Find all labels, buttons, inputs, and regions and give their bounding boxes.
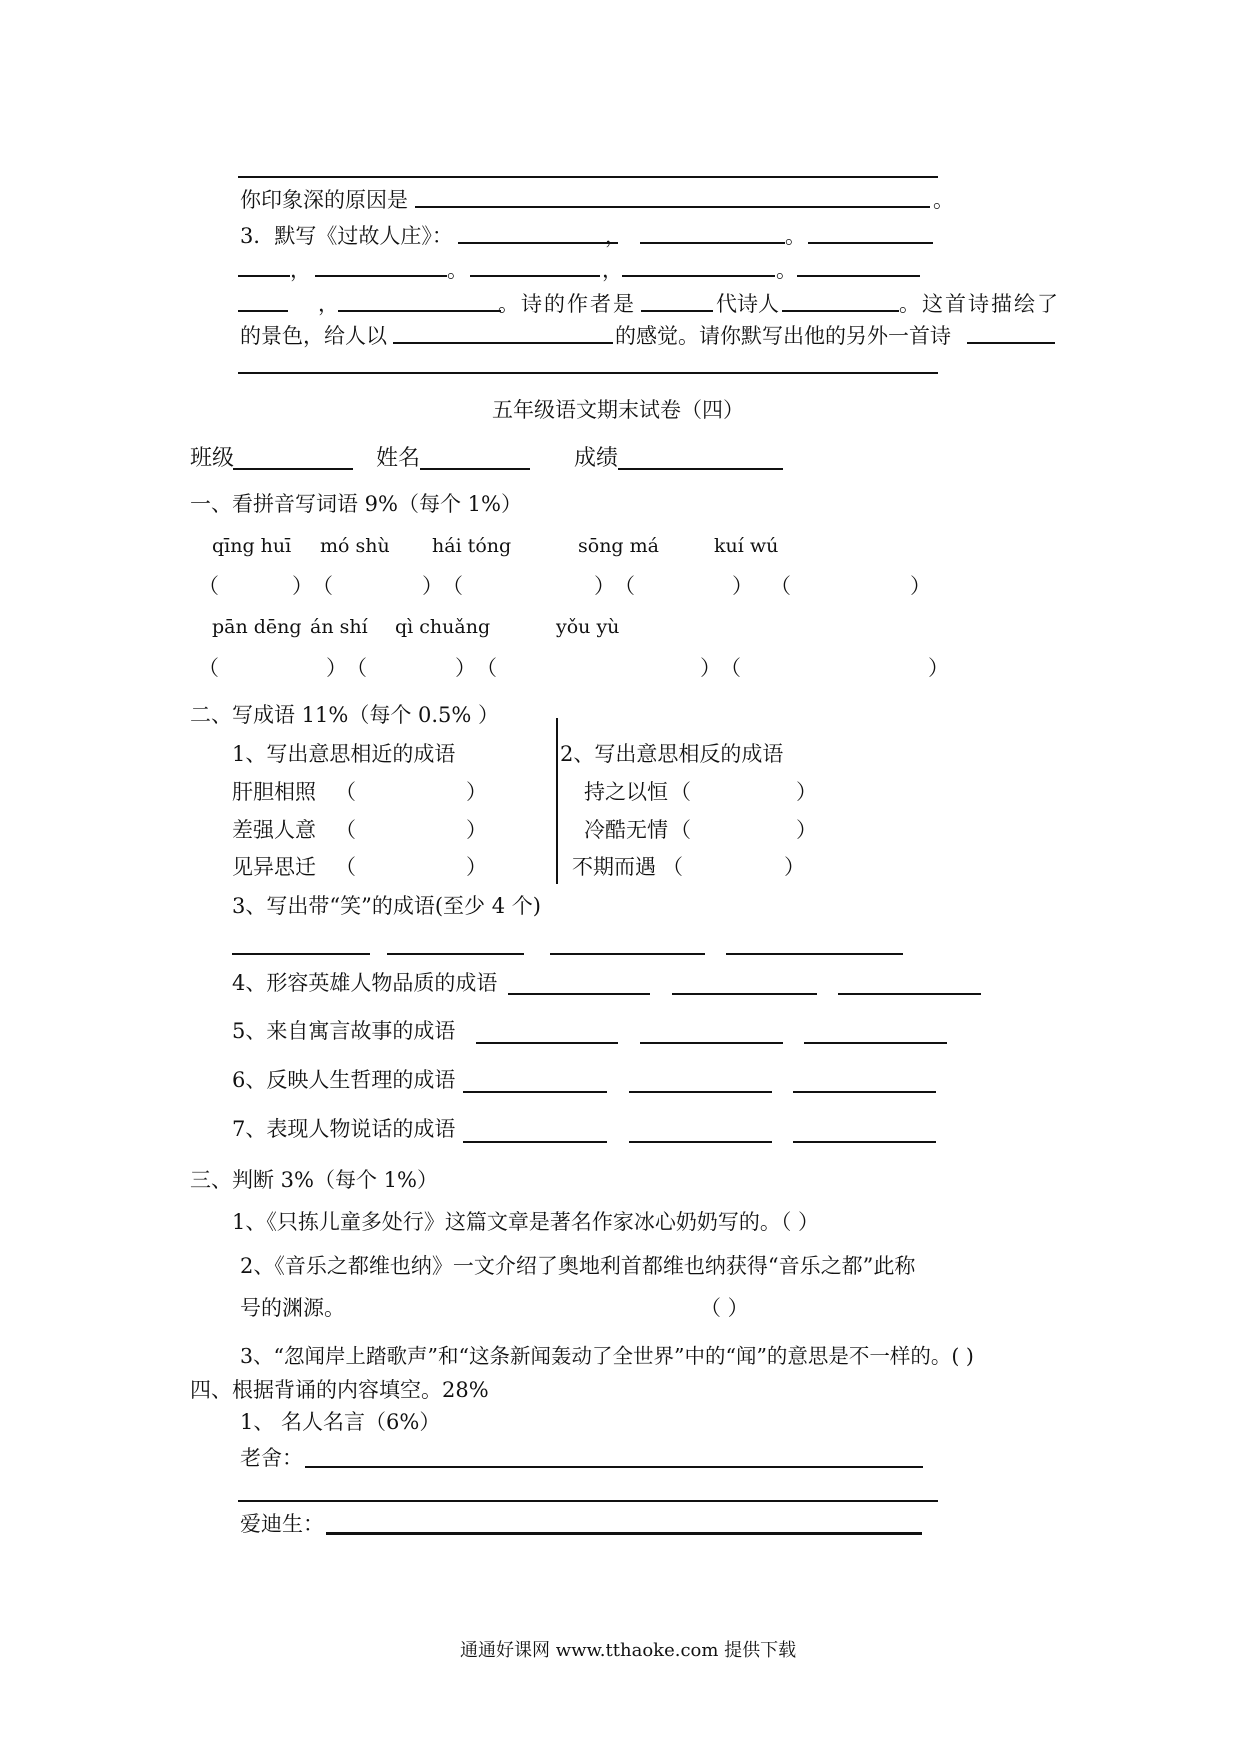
answer-line[interactable] — [641, 310, 713, 312]
author-label: 。诗的作者是 — [498, 292, 636, 316]
paren: （ — [670, 818, 691, 842]
paren: ） — [292, 574, 313, 598]
answer-line[interactable] — [232, 953, 370, 955]
answer-line[interactable] — [838, 993, 981, 995]
pinyin: qì chuǎng — [395, 616, 491, 638]
feeling-label: 的感觉。请你默写出他的另外一首诗 — [615, 324, 951, 348]
idiom-item: 不期而遇 — [572, 855, 656, 879]
pinyin: hái tóng — [432, 535, 512, 557]
describe-label: 。这首诗描绘了 — [899, 292, 1060, 316]
pinyin: mó shù — [320, 535, 390, 557]
comma: ， — [290, 258, 311, 282]
comma: ， — [602, 258, 623, 282]
q3-label: 3．默写《过故人庄》： — [240, 224, 453, 248]
idiom-item: 差强人意 — [232, 818, 316, 842]
paren: ） — [796, 818, 817, 842]
question: 5、来自寓言故事的成语 — [232, 1019, 456, 1043]
answer-line[interactable] — [476, 1042, 618, 1044]
paren: ） — [466, 855, 487, 879]
comma: ， — [318, 292, 339, 316]
answer-line[interactable] — [387, 953, 524, 955]
answer-line[interactable] — [238, 310, 288, 312]
judgement-item: 3、“忽闻岸上踏歌声”和“这条新闻轰动了全世界”中的“闻”的意思是不一样的。( ) — [240, 1344, 974, 1368]
section-heading: 一、看拼音写词语 9%（每个 1%） — [190, 492, 522, 516]
answer-line[interactable] — [797, 275, 920, 277]
answer-line[interactable] — [782, 310, 899, 312]
laoshe-label: 老舍： — [240, 1446, 303, 1470]
pinyin: yǒu yù — [556, 616, 620, 638]
answer-line[interactable] — [393, 342, 613, 344]
answer-line[interactable] — [238, 1500, 938, 1502]
pinyin: pān dēng — [212, 616, 302, 638]
answer-line[interactable] — [629, 1091, 772, 1093]
answer-line[interactable] — [508, 993, 650, 995]
answer-line[interactable] — [463, 1091, 607, 1093]
section-heading: 三、判断 3%（每个 1%） — [190, 1168, 438, 1192]
pinyin: kuí wú — [714, 535, 779, 557]
answer-line[interactable] — [326, 1532, 922, 1535]
score-field[interactable] — [618, 468, 783, 470]
paren: ） — [466, 780, 487, 804]
period: 。 — [447, 258, 468, 282]
scene-label: 的景色，给人以 — [240, 324, 387, 348]
paren: （ — [770, 574, 791, 598]
section-heading: 四、根据背诵的内容填空。28% — [190, 1378, 489, 1402]
edison-label: 爱迪生： — [240, 1512, 324, 1536]
name-label: 姓名 — [376, 446, 421, 471]
idiom-item: 见异思迁 — [232, 855, 316, 879]
question: 6、反映人生哲理的成语 — [232, 1068, 456, 1092]
paren: （ — [335, 780, 356, 804]
class-field[interactable] — [233, 468, 353, 470]
footer-text: 通通好课网 www.tthaoke.com 提供下载 — [460, 1640, 797, 1661]
judgement-item: 1、《只拣儿童多处行》这篇文章是著名作家冰心奶奶写的。（ ） — [232, 1210, 820, 1234]
paren: ） — [594, 574, 615, 598]
paren: （ — [335, 855, 356, 879]
answer-line[interactable] — [726, 953, 903, 955]
idiom-item: 持之以恒 — [584, 780, 668, 804]
period: 。 — [785, 224, 806, 248]
paren: ） — [928, 656, 949, 680]
paren: （ — [312, 574, 333, 598]
paren: ） — [326, 656, 347, 680]
period: 。 — [933, 188, 954, 212]
answer-line[interactable] — [238, 176, 938, 178]
answer-line[interactable] — [629, 1141, 772, 1143]
sub-heading: 1、写出意思相近的成语 — [232, 742, 456, 766]
paren: ） — [784, 855, 805, 879]
name-field[interactable] — [420, 468, 530, 470]
answer-line[interactable] — [550, 953, 705, 955]
paren: ） — [796, 780, 817, 804]
paren: ） — [466, 818, 487, 842]
answer-line[interactable] — [640, 1042, 783, 1044]
sub-heading: 1、 名人名言（6%） — [240, 1410, 441, 1434]
question: 3、写出带“笑”的成语(至少 4 个) — [232, 894, 541, 918]
section-heading: 二、写成语 11%（每个 0.5% ） — [190, 703, 500, 727]
idiom-item: 肝胆相照 — [232, 780, 316, 804]
paren: ） — [700, 656, 721, 680]
paren: ） — [910, 574, 931, 598]
dynasty-label: 代诗人 — [716, 292, 779, 316]
answer-line[interactable] — [470, 275, 600, 277]
paren: （ — [442, 574, 463, 598]
paren: ） — [732, 574, 753, 598]
page-title: 五年级语文期末试卷（四） — [492, 398, 744, 422]
paren: （ — [198, 574, 219, 598]
idiom-item: 冷酷无情 — [584, 818, 668, 842]
answer-line[interactable] — [640, 242, 785, 244]
question: 7、表现人物说话的成语 — [232, 1117, 456, 1141]
answer-line[interactable] — [238, 372, 938, 374]
sub-heading: 2、写出意思相反的成语 — [560, 742, 784, 766]
answer-line[interactable] — [793, 1091, 936, 1093]
answer-line[interactable] — [804, 1042, 947, 1044]
pinyin: qīng huī — [212, 535, 292, 557]
reason-label: 你印象深的原因是 — [240, 188, 408, 212]
class-label: 班级 — [190, 446, 235, 471]
judgement-paren[interactable]: （ ） — [700, 1296, 749, 1320]
answer-line[interactable] — [238, 275, 290, 277]
answer-line[interactable] — [808, 242, 933, 244]
answer-line[interactable] — [967, 342, 1055, 344]
question: 4、形容英雄人物品质的成语 — [232, 971, 498, 995]
paren: （ — [335, 818, 356, 842]
period: 。 — [776, 258, 797, 282]
pinyin: sōng má — [578, 535, 659, 557]
answer-line[interactable] — [793, 1141, 936, 1143]
answer-line[interactable] — [672, 993, 817, 995]
answer-line[interactable] — [415, 206, 930, 208]
paren: （ — [720, 656, 741, 680]
answer-line[interactable] — [315, 275, 447, 277]
paren: ） — [455, 656, 476, 680]
paren: （ — [476, 656, 497, 680]
answer-line[interactable] — [305, 1466, 923, 1468]
paren: （ — [198, 656, 219, 680]
paren: （ — [670, 780, 691, 804]
judgement-item: 号的渊源。 — [240, 1296, 345, 1320]
paren: （ — [346, 656, 367, 680]
comma: ， — [605, 224, 626, 248]
answer-line[interactable] — [458, 242, 618, 244]
pinyin: án shí — [310, 616, 368, 638]
paren: （ — [662, 855, 683, 879]
score-label: 成绩 — [574, 446, 619, 471]
column-divider — [556, 718, 558, 884]
judgement-item: 2、《音乐之都维也纳》一文介绍了奥地利首都维也纳获得“音乐之都”此称 — [240, 1254, 916, 1278]
paren: ） — [422, 574, 443, 598]
answer-line[interactable] — [338, 310, 501, 312]
answer-line[interactable] — [622, 275, 775, 277]
paren: （ — [614, 574, 635, 598]
answer-line[interactable] — [463, 1141, 607, 1143]
